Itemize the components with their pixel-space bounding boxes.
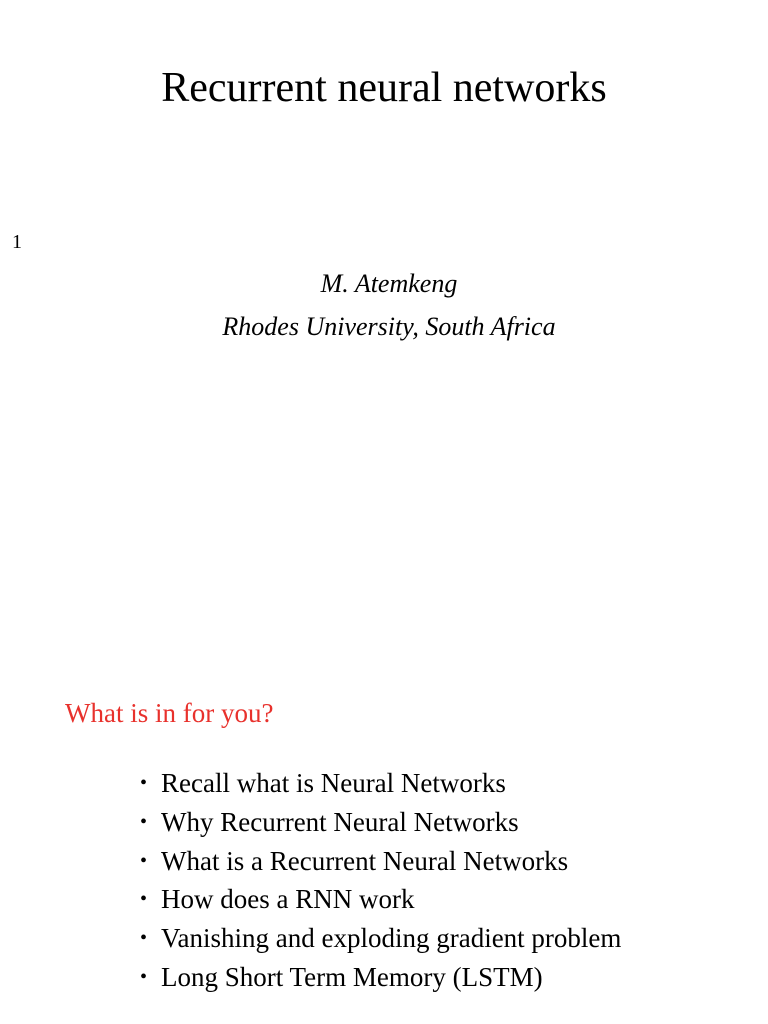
author-name: M. Atemkeng xyxy=(320,269,458,298)
list-item-label: Why Recurrent Neural Networks xyxy=(161,806,519,837)
bullet-icon: • xyxy=(140,772,148,794)
page-number: 1 xyxy=(12,231,22,253)
list-item-label: What is a Recurrent Neural Networks xyxy=(161,845,569,876)
author-block xyxy=(0,262,768,348)
list-item-label: Recall what is Neural Networks xyxy=(161,768,506,798)
list-item-label: Vanishing and exploding gradient problem xyxy=(161,923,622,954)
bullet-icon: • xyxy=(140,810,148,833)
list-item xyxy=(140,844,621,883)
list-item xyxy=(140,960,621,999)
section-heading: What is in for you? xyxy=(65,698,274,728)
list-item-label: Long Short Term Memory (LSTM) xyxy=(161,961,543,992)
author-affiliation: Rhodes University, South Africa xyxy=(222,312,556,341)
bullet-icon: • xyxy=(140,888,148,911)
bullet-icon: • xyxy=(140,849,148,872)
list-item xyxy=(140,921,621,960)
list-item-label: How does a RNN work xyxy=(161,884,415,915)
outline-list xyxy=(140,766,621,999)
list-item xyxy=(140,766,621,805)
bullet-icon: • xyxy=(140,965,148,988)
list-item xyxy=(140,882,621,921)
bullet-icon: • xyxy=(140,927,148,950)
slide-title: Recurrent neural networks xyxy=(161,65,607,111)
list-item xyxy=(140,805,621,844)
